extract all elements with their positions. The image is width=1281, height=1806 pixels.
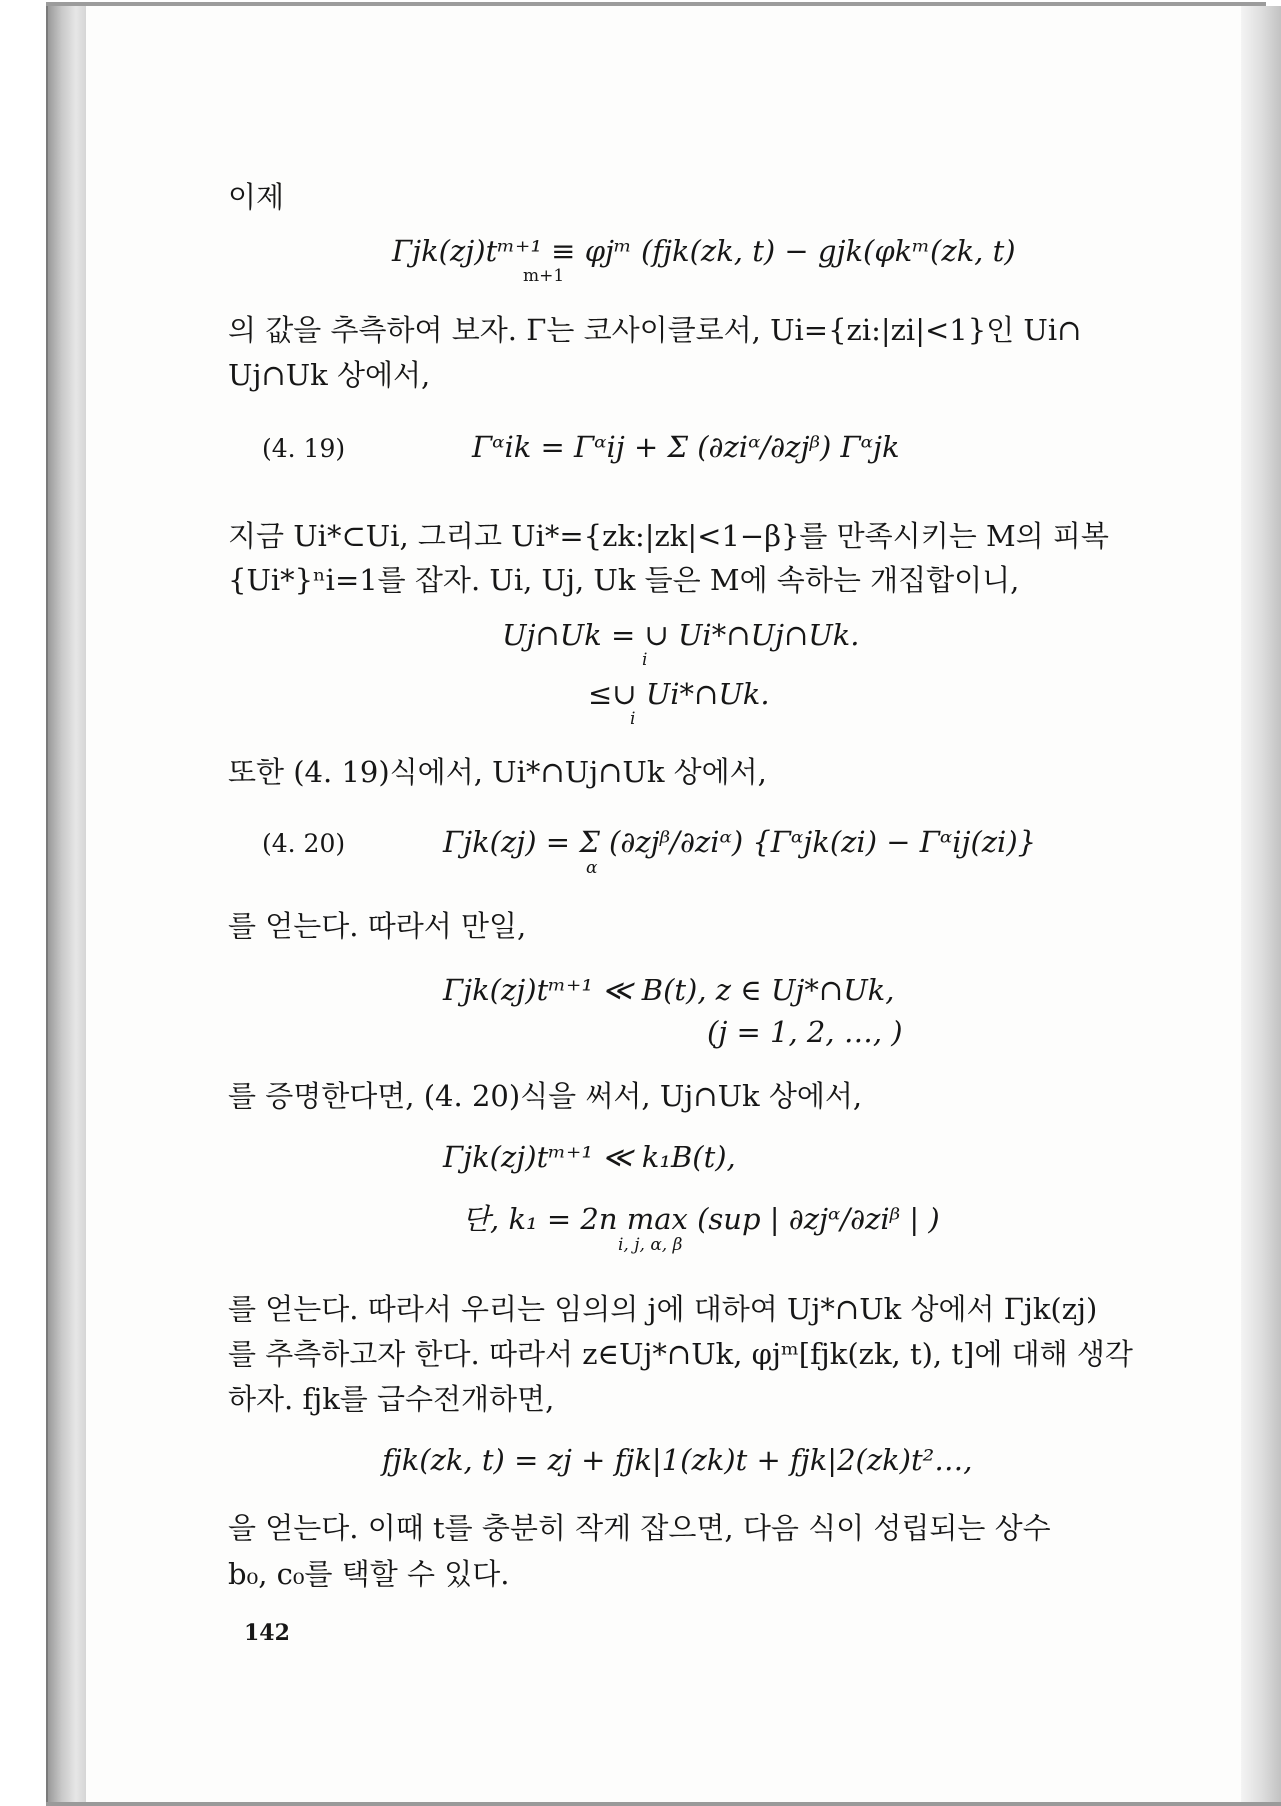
equation-union-1-index: i (642, 650, 648, 670)
text-line-9: 를 얻는다. 따라서 우리는 임의의 j에 대하여 Uj*∩Uk 상에서 Γjk(zj) (228, 1292, 1098, 1326)
book-edge-bottom (46, 1802, 1281, 1806)
equation-4-20-index: α (586, 858, 598, 878)
text-line-12: 을 얻는다. 이때 t를 충분히 작게 잡으면, 다음 식이 성립되는 상수 (228, 1511, 1051, 1545)
equation-bound: Γjk(zj)tᵐ⁺¹ ≪ B(t), z ∈ Uj*∩Uk, (443, 973, 895, 1007)
equation-union-1: Uj∩Uk = ∪ Ui*∩Uj∩Uk. (502, 618, 860, 652)
text-line-13: b₀, c₀를 택할 수 있다. (228, 1557, 510, 1591)
book-edge-left (46, 6, 88, 1802)
book-edge-right (1241, 6, 1281, 1802)
equation-union-2-index: i (630, 709, 636, 729)
equation-4-20: Γjk(zj) = Σ (∂zjᵝ/∂ziᵅ) {Γᵅjk(zi) − Γᵅij(zi)} (443, 825, 1037, 859)
equation-number-4-19: (4. 19) (262, 434, 346, 463)
equation-k1-bound: Γjk(zj)tᵐ⁺¹ ≪ k₁B(t), (443, 1140, 736, 1174)
page-number: 142 (244, 1620, 290, 1646)
text-line-2: 의 값을 추측하여 보자. Γ는 코사이클로서, Ui={zi:|zi|<1}인 Ui∩ (228, 313, 1082, 347)
text-line-6: 또한 (4. 19)식에서, Ui*∩Uj∩Uk 상에서, (228, 755, 767, 789)
text-line-1: 이제 (228, 180, 285, 214)
equation-union-2: ≤∪ Ui*∩Uk. (588, 677, 770, 711)
text-line-8: 를 증명한다면, (4. 20)식을 써서, Uj∩Uk 상에서, (228, 1079, 863, 1113)
text-line-5: {Ui*}ⁿi=1를 잡자. Ui, Uj, Uk 들은 M에 속하는 개집합이니, (228, 563, 1020, 597)
equation-1: Γjk(zj)tᵐ⁺¹ ≡ φjᵐ (fjk(zk, t) − gjk(φkᵐ(zk, t) (392, 234, 1016, 268)
text-line-7: 를 얻는다. 따라서 만일, (228, 909, 527, 943)
equation-k1-definition: 단, k₁ = 2n max (sup | ∂zjᵅ/∂ziᵝ | ) (462, 1202, 940, 1236)
equation-number-4-20: (4. 20) (262, 829, 346, 858)
text-line-11: 하자. fjk를 급수전개하면, (228, 1382, 555, 1416)
equation-4-19: Γᵅik = Γᵅij + Σ (∂ziᵅ/∂zjᵝ) Γᵅjk (472, 430, 900, 464)
equation-series: fjk(zk, t) = zj + fjk|1(zk)t + fjk|2(zk)t²…, (382, 1443, 973, 1477)
equation-k1-index: i, j, α, β (618, 1235, 683, 1255)
text-line-4: 지금 Ui*⊂Ui, 그리고 Ui*={zk:|zk|<1−β}를 만족시키는 M의 피복 (228, 519, 1109, 553)
text-line-3: Uj∩Uk 상에서, (228, 358, 431, 392)
text-line-10: 를 추측하고자 한다. 따라서 z∈Uj*∩Uk, φjᵐ[fjk(zk, t), t]에 대해 생각 (228, 1337, 1133, 1371)
equation-bound-range: (j = 1, 2, …, ) (707, 1015, 903, 1049)
equation-1-subscript: m+1 (523, 266, 565, 286)
